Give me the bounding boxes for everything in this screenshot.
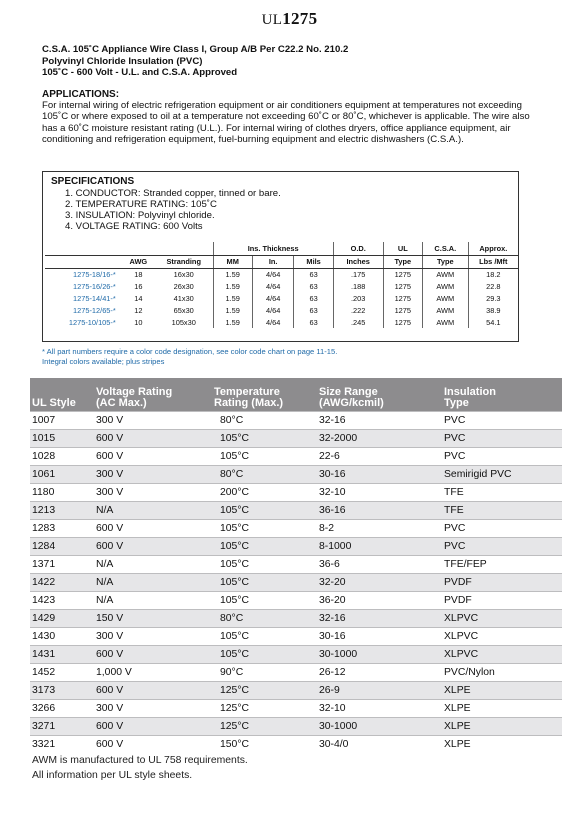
temperature-cell: 105°C: [220, 540, 249, 552]
col-header: In.: [252, 255, 293, 268]
voltage-cell: 600 V: [96, 450, 124, 462]
specifications-box: [42, 171, 519, 342]
spec-cell: 63: [294, 316, 333, 328]
spec-cell: 63: [294, 268, 333, 280]
table-row: [30, 717, 562, 735]
voltage-cell: 300 V: [96, 630, 124, 642]
spec-cell: AWM: [423, 280, 469, 292]
product-header: [42, 44, 542, 79]
table-row: [30, 699, 562, 717]
col-header: Mils: [294, 255, 333, 268]
spec-cell: 26x30: [173, 281, 194, 291]
spec-cell: 10: [134, 317, 143, 327]
ul-table-body: [30, 411, 562, 753]
size-range-cell: 32-20: [319, 576, 346, 588]
voltage-cell: N/A: [96, 558, 114, 570]
spec-cell: .245: [333, 316, 383, 328]
part-number: 1275-16/26-*: [73, 281, 116, 291]
spec-cell: 4/64: [252, 304, 293, 316]
size-range-cell: 32-10: [319, 702, 346, 714]
header-line-2: Polyvinyl Chloride Insulation (PVC): [42, 55, 203, 67]
table-row: [30, 447, 562, 465]
size-range-cell: 32-16: [319, 414, 346, 426]
spec-cell: 38.9: [468, 304, 518, 316]
voltage-cell: 300 V: [96, 486, 124, 498]
header-temperature: Temperature Rating (Max.): [214, 385, 284, 409]
col-header: Type: [383, 255, 422, 268]
spec-cell: 1.59: [213, 304, 252, 316]
spec-cell: 54.1: [468, 316, 518, 328]
table-row: [30, 573, 562, 591]
voltage-cell: 300 V: [96, 468, 124, 480]
table-row: [30, 609, 562, 627]
spec-table-row: [45, 304, 518, 316]
spec-cell: 4/64: [252, 268, 293, 280]
table-row: [30, 591, 562, 609]
ul-style-cell: 1371: [32, 558, 56, 570]
ul-style-cell: 3173: [32, 684, 56, 696]
ul-style-cell: 1007: [32, 414, 56, 426]
insulation-cell: TFE: [444, 504, 464, 516]
temperature-cell: 80°C: [220, 468, 244, 480]
header-insulation: Insulation Type: [444, 385, 496, 409]
insulation-cell: XLPE: [444, 702, 471, 714]
spec-cell: 4/64: [252, 316, 293, 328]
note-line-1: AWM is manufactured to UL 758 requirements.: [32, 755, 248, 766]
size-range-cell: 30-4/0: [319, 738, 349, 750]
spec-item: 4. VOLTAGE RATING: 600 Volts: [65, 221, 203, 232]
spec-cell: 41x30: [173, 293, 194, 303]
col-header: Inches: [333, 255, 383, 268]
voltage-cell: 600 V: [96, 720, 124, 732]
ul-style-cell: 1061: [32, 468, 56, 480]
temperature-cell: 105°C: [220, 522, 249, 534]
bottom-notes: [32, 753, 248, 783]
table-row: [30, 555, 562, 573]
table-row: [30, 537, 562, 555]
temperature-cell: 125°C: [220, 684, 249, 696]
insulation-cell: XLPE: [444, 720, 471, 732]
temperature-cell: 105°C: [220, 432, 249, 444]
spec-cell: 16: [134, 281, 143, 291]
voltage-cell: N/A: [96, 594, 114, 606]
voltage-cell: 1,000 V: [96, 666, 132, 678]
voltage-cell: 600 V: [96, 648, 124, 660]
temperature-cell: 80°C: [220, 414, 244, 426]
voltage-cell: 600 V: [96, 432, 124, 444]
insulation-cell: XLPVC: [444, 648, 479, 660]
voltage-cell: 300 V: [96, 702, 124, 714]
spec-item: 3. INSULATION: Polyvinyl chloride.: [65, 210, 215, 221]
spec-cell: 63: [294, 292, 333, 304]
header-voltage: Voltage Rating (AC Max.): [96, 385, 173, 409]
spec-table-row: [45, 268, 518, 280]
voltage-cell: 600 V: [96, 522, 124, 534]
spec-cell: 29.3: [468, 292, 518, 304]
spec-cell: AWM: [423, 292, 469, 304]
ul-style-cell: 3321: [32, 738, 56, 750]
ul-style-cell: 1430: [32, 630, 56, 642]
col-header: Lbs /Mft: [468, 255, 518, 268]
temperature-cell: 105°C: [220, 558, 249, 570]
insulation-cell: TFE: [444, 486, 464, 498]
col-header: Type: [423, 255, 469, 268]
spec-table-row: [45, 316, 518, 328]
ul-style-table: [30, 378, 562, 753]
spec-cell: 65x30: [173, 305, 194, 315]
temperature-cell: 105°C: [220, 450, 249, 462]
size-range-cell: 32-2000: [319, 432, 358, 444]
col-header: [45, 255, 122, 268]
specifications-list: [65, 188, 281, 232]
part-number: 1275-12/65-*: [73, 305, 116, 315]
table-row: [30, 645, 562, 663]
ul-style-cell: 3266: [32, 702, 56, 714]
table-row: [30, 627, 562, 645]
col-header: MM: [213, 255, 252, 268]
spec-cell: .188: [333, 280, 383, 292]
spec-table-row: [45, 280, 518, 292]
spec-cell: 18: [134, 269, 143, 279]
spec-cell: 4/64: [252, 292, 293, 304]
table-row: [30, 483, 562, 501]
insulation-cell: PVDF: [444, 594, 472, 606]
insulation-cell: PVC: [444, 450, 466, 462]
insulation-cell: Semirigid PVC: [444, 468, 512, 480]
voltage-cell: 600 V: [96, 540, 124, 552]
spec-cell: 1275: [383, 316, 422, 328]
spec-cell: 63: [294, 280, 333, 292]
size-range-cell: 30-16: [319, 630, 346, 642]
spec-cell: 1.59: [213, 316, 252, 328]
temperature-cell: 125°C: [220, 702, 249, 714]
table-row: [30, 519, 562, 537]
spec-cell: .203: [333, 292, 383, 304]
applications-section: [42, 89, 532, 145]
part-number: 1275-14/41-*: [73, 293, 116, 303]
spec-cell: 1275: [383, 304, 422, 316]
ul-table-header-row: [30, 378, 562, 411]
page-title: [0, 9, 579, 29]
ul-style-cell: 1015: [32, 432, 56, 444]
ul-style-cell: 1423: [32, 594, 56, 606]
spec-cell: AWM: [423, 304, 469, 316]
header-size-range: Size Range (AWG/kcmil): [319, 385, 384, 409]
note-line-2: All information per UL style sheets.: [32, 770, 193, 781]
table-row: [30, 465, 562, 483]
ul-style-cell: 1284: [32, 540, 56, 552]
ul-style-cell: 3271: [32, 720, 56, 732]
table-row: [30, 681, 562, 699]
voltage-cell: 600 V: [96, 738, 124, 750]
voltage-cell: 300 V: [96, 414, 124, 426]
insulation-cell: PVC: [444, 432, 466, 444]
spec-table-body: [45, 268, 518, 328]
header-ul-style: UL Style: [32, 396, 76, 409]
ul-style-cell: 1429: [32, 612, 56, 624]
ul-style-cell: 1422: [32, 576, 56, 588]
ul-style-cell: 1213: [32, 504, 56, 516]
ins-thickness-group-header: Ins. Thickness: [213, 242, 333, 255]
insulation-cell: XLPVC: [444, 630, 479, 642]
table-row: [30, 735, 562, 753]
table-row: [30, 501, 562, 519]
spec-cell: 1275: [383, 280, 422, 292]
applications-text: For internal wiring of electric refrigeration equipment or air conditioners equipment at temperatures not exceeding 105˚C or where exposed to oil at a temperature not exceeding 60˚C or 80˚C, whichever is applicable. The wire also has a 60˚C moisture resistant rating (U.L.). For internal wiring of clothes dryers, office appliance equipment, air conditioning and refrigeration equipment, fuel-burning equipment and electric dishwashers (C.S.A.).: [42, 100, 530, 145]
temperature-cell: 90°C: [220, 666, 244, 678]
part-number: 1275-10/105-*: [68, 317, 116, 327]
spec-cell: 63: [294, 304, 333, 316]
approx-group-header: Approx.: [468, 242, 518, 255]
csa-group-header: C.S.A.: [423, 242, 469, 255]
voltage-cell: 600 V: [96, 684, 124, 696]
size-range-cell: 30-1000: [319, 648, 358, 660]
part-number: 1275-18/16-*: [73, 269, 116, 279]
size-range-cell: 36-16: [319, 504, 346, 516]
temperature-cell: 150°C: [220, 738, 249, 750]
temperature-cell: 105°C: [220, 504, 249, 516]
insulation-cell: TFE/FEP: [444, 558, 487, 570]
footnote-line-2: Integral colors available; plus stripes: [42, 357, 165, 366]
spec-cell: 16x30: [173, 269, 194, 279]
insulation-cell: PVC: [444, 414, 466, 426]
size-range-cell: 26-9: [319, 684, 340, 696]
size-range-cell: 32-10: [319, 486, 346, 498]
col-header: AWG: [122, 255, 155, 268]
ul-group-header: UL: [383, 242, 422, 255]
size-range-cell: 30-1000: [319, 720, 358, 732]
applications-heading: APPLICATIONS:: [42, 89, 120, 100]
spec-cell: 22.8: [468, 280, 518, 292]
size-range-cell: 32-16: [319, 612, 346, 624]
title-number: 1275: [282, 9, 318, 28]
spec-item: 2. TEMPERATURE RATING: 105˚C: [65, 199, 217, 210]
table-row: [30, 429, 562, 447]
spec-item: 1. CONDUCTOR: Stranded copper, tinned or bare.: [65, 188, 281, 199]
spec-cell: 105x30: [171, 317, 196, 327]
ul-style-cell: 1028: [32, 450, 56, 462]
voltage-cell: 150 V: [96, 612, 124, 624]
footnote: [42, 347, 337, 367]
col-header: Stranding: [155, 255, 213, 268]
size-range-cell: 36-6: [319, 558, 340, 570]
table-row: [30, 411, 562, 429]
spec-cell: .222: [333, 304, 383, 316]
footnote-line-1: * All part numbers require a color code designation, see color code chart on page 11-15.: [42, 347, 338, 356]
ul-style-cell: 1180: [32, 486, 55, 498]
temperature-cell: 105°C: [220, 648, 249, 660]
spec-cell: .175: [333, 268, 383, 280]
header-line-1: C.S.A. 105˚C Appliance Wire Class I, Group A/B Per C22.2 No. 210.2: [42, 44, 349, 55]
voltage-cell: N/A: [96, 576, 114, 588]
spec-cell: 1.59: [213, 292, 252, 304]
insulation-cell: XLPVC: [444, 612, 479, 624]
spec-table-row: [45, 292, 518, 304]
temperature-cell: 105°C: [220, 630, 249, 642]
title-prefix: UL: [261, 12, 283, 28]
spec-cell: 18.2: [468, 268, 518, 280]
spec-cell: 1.59: [213, 268, 252, 280]
insulation-cell: XLPE: [444, 684, 471, 696]
temperature-cell: 105°C: [220, 576, 249, 588]
temperature-cell: 105°C: [220, 594, 249, 606]
insulation-cell: PVC: [444, 522, 466, 534]
insulation-cell: XLPE: [444, 738, 471, 750]
insulation-cell: PVC: [444, 540, 466, 552]
spec-cell: 1275: [383, 292, 422, 304]
size-range-cell: 30-16: [319, 468, 346, 480]
size-range-cell: 8-1000: [319, 540, 352, 552]
header-line-3: 105˚C - 600 Volt - U.L. and C.S.A. Approved: [42, 67, 238, 78]
spec-cell: AWM: [423, 268, 469, 280]
temperature-cell: 125°C: [220, 720, 249, 732]
temperature-cell: 80°C: [220, 612, 244, 624]
spec-cell: AWM: [423, 316, 469, 328]
spec-cell: 4/64: [252, 280, 293, 292]
insulation-cell: PVDF: [444, 576, 472, 588]
specifications-heading: SPECIFICATIONS: [51, 176, 135, 187]
size-range-cell: 26-12: [319, 666, 346, 678]
size-range-cell: 36-20: [319, 594, 346, 606]
od-group-header: O.D.: [333, 242, 383, 255]
spec-cell: 14: [134, 293, 143, 303]
temperature-cell: 200°C: [220, 486, 249, 498]
size-range-cell: 22-6: [319, 450, 340, 462]
table-row: [30, 663, 562, 681]
ul-style-cell: 1283: [32, 522, 56, 534]
specifications-table: [45, 242, 518, 328]
voltage-cell: N/A: [96, 504, 114, 516]
ul-style-cell: 1431: [32, 648, 56, 660]
spec-cell: 1.59: [213, 280, 252, 292]
size-range-cell: 8-2: [319, 522, 335, 534]
ul-style-cell: 1452: [32, 666, 56, 678]
spec-cell: 12: [134, 305, 143, 315]
insulation-cell: PVC/Nylon: [444, 666, 495, 678]
spec-cell: 1275: [383, 268, 422, 280]
